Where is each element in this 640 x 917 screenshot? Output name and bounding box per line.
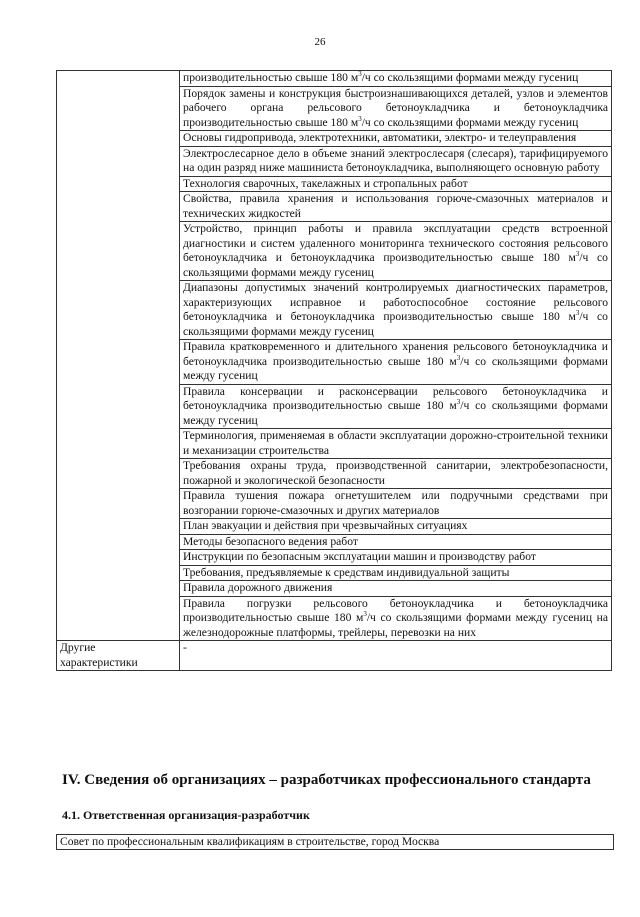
superscript: 3 xyxy=(358,114,362,123)
knowledge-text-tail: /ч со скользящими формами между гусениц xyxy=(361,71,579,84)
knowledge-item xyxy=(180,581,612,597)
knowledge-text: Правила дорожного движения xyxy=(183,581,333,594)
knowledge-table xyxy=(56,70,612,671)
knowledge-item xyxy=(180,146,612,176)
knowledge-text: Свойства, правила хранения и использования горюче-смазочных материалов и технических жидкостей xyxy=(183,192,608,220)
knowledge-item xyxy=(180,489,612,519)
superscript: 3 xyxy=(575,250,580,259)
knowledge-text: Технология сварочных, такелажных и стропальных работ xyxy=(183,176,468,190)
knowledge-item xyxy=(180,459,612,489)
knowledge-item xyxy=(180,176,612,192)
superscript: 3 xyxy=(575,309,580,318)
other-characteristics-label: Другие характеристики xyxy=(57,641,180,671)
knowledge-item xyxy=(180,550,612,566)
table-row xyxy=(57,71,612,87)
table-row-other xyxy=(57,641,612,671)
knowledge-text: производительностью свыше 180 м xyxy=(183,71,359,84)
knowledge-text: Инструкции по безопасным эксплуатации машин и производству работ xyxy=(183,550,536,563)
knowledge-item xyxy=(180,340,612,385)
section-heading: IV. Сведения об организациях – разработчиках профессионального стандарта xyxy=(62,772,591,788)
knowledge-text: Правила кратковременного и длительного хранения рельсового бетоноукладчика и бетоноукладчика производительностью свыше 180 м xyxy=(183,340,608,368)
knowledge-item xyxy=(180,281,612,340)
knowledge-text-tail: /ч со скользящими формами между гусениц xyxy=(361,115,579,129)
knowledge-text-tail: /ч со скользящими формами между гусениц xyxy=(183,354,608,382)
knowledge-text: Правила погрузки рельсового бетоноукладчика и бетоноукладчика производительностью свыше 180 м xyxy=(183,596,608,624)
knowledge-text-tail: /ч со скользящими формами между гусениц на железнодорожные платформы, трейлеры, перевозки на них xyxy=(183,611,608,639)
page-number: 26 xyxy=(314,36,326,48)
knowledge-item xyxy=(180,71,612,87)
knowledge-text-tail: /ч со скользящими формами между гусениц xyxy=(183,399,608,427)
knowledge-item xyxy=(180,86,612,131)
superscript: 3 xyxy=(456,398,461,407)
knowledge-item xyxy=(180,565,612,581)
knowledge-item xyxy=(180,131,612,147)
knowledge-text: Методы безопасного ведения работ xyxy=(183,534,358,548)
knowledge-text: Правила тушения пожара огнетушителем или подручными средствами при возгорании горюче-смазочных и других материалов xyxy=(183,489,608,517)
superscript: 3 xyxy=(456,353,461,362)
knowledge-text: Правила консервации и расконсервации рельсового бетоноукладчика и бетоноукладчика производительностью свыше 180 м xyxy=(183,384,608,412)
organization-name: Совет по профессиональным квалификациям в строительстве, город Москва xyxy=(56,834,614,850)
other-characteristics-value: - xyxy=(180,641,612,671)
superscript: 3 xyxy=(363,610,367,619)
knowledge-text-tail: /ч со скользящими формами между гусениц xyxy=(183,251,608,279)
knowledge-text: План эвакуации и действия при чрезвычайных ситуациях xyxy=(183,519,468,532)
knowledge-text: Основы гидропривода, электротехники, автоматики, электро- и телеуправления xyxy=(183,131,577,144)
superscript: 3 xyxy=(358,70,362,79)
knowledge-text: Устройство, принцип работы и правила эксплуатации средств встроенной диагностики и систем удаленного мониторинга технического состояния рельсового бетоноукладчика и бетоноукладчика производительностью свыше 180 м xyxy=(183,222,608,264)
knowledge-item xyxy=(180,222,612,281)
knowledge-text: Диапазоны допустимых значений контролируемых диагностических параметров, характеризующих исправное и работоспособное состояние рельсового бетоноукладчика и бетоноукладчика производительностью свыше 180 м xyxy=(183,281,608,323)
subsection-heading: 4.1. Ответственная организация-разработчик xyxy=(62,808,310,822)
knowledge-item xyxy=(180,429,612,459)
knowledge-text: Требования охраны труда, производственной санитарии, электробезопасности, пожарной и экологической безопасности xyxy=(183,459,608,487)
knowledge-item xyxy=(180,534,612,550)
label-cell-empty xyxy=(57,71,180,641)
knowledge-item xyxy=(180,596,612,641)
knowledge-item xyxy=(180,384,612,429)
knowledge-item xyxy=(180,192,612,222)
knowledge-text: Терминология, применяемая в области эксплуатации дорожно-строительной техники и механизации строительства xyxy=(183,429,608,457)
knowledge-item xyxy=(180,519,612,535)
knowledge-text-tail: /ч со скользящими формами между гусениц xyxy=(183,310,608,338)
knowledge-text: Электрослесарное дело в объеме знаний электрослесаря (слесаря), тарифицируемого на один разряд ниже машиниста бетоноукладчика, выполняющего основную работу xyxy=(183,146,608,174)
knowledge-text: Порядок замены и конструкция быстроизнашивающихся деталей, узлов и элементов рабочего органа рельсового бетоноукладчика и бетоноукладчика производительностью свыше 180 м xyxy=(183,86,608,129)
knowledge-text: Требования, предъявляемые к средствам индивидуальной защиты xyxy=(183,565,510,579)
